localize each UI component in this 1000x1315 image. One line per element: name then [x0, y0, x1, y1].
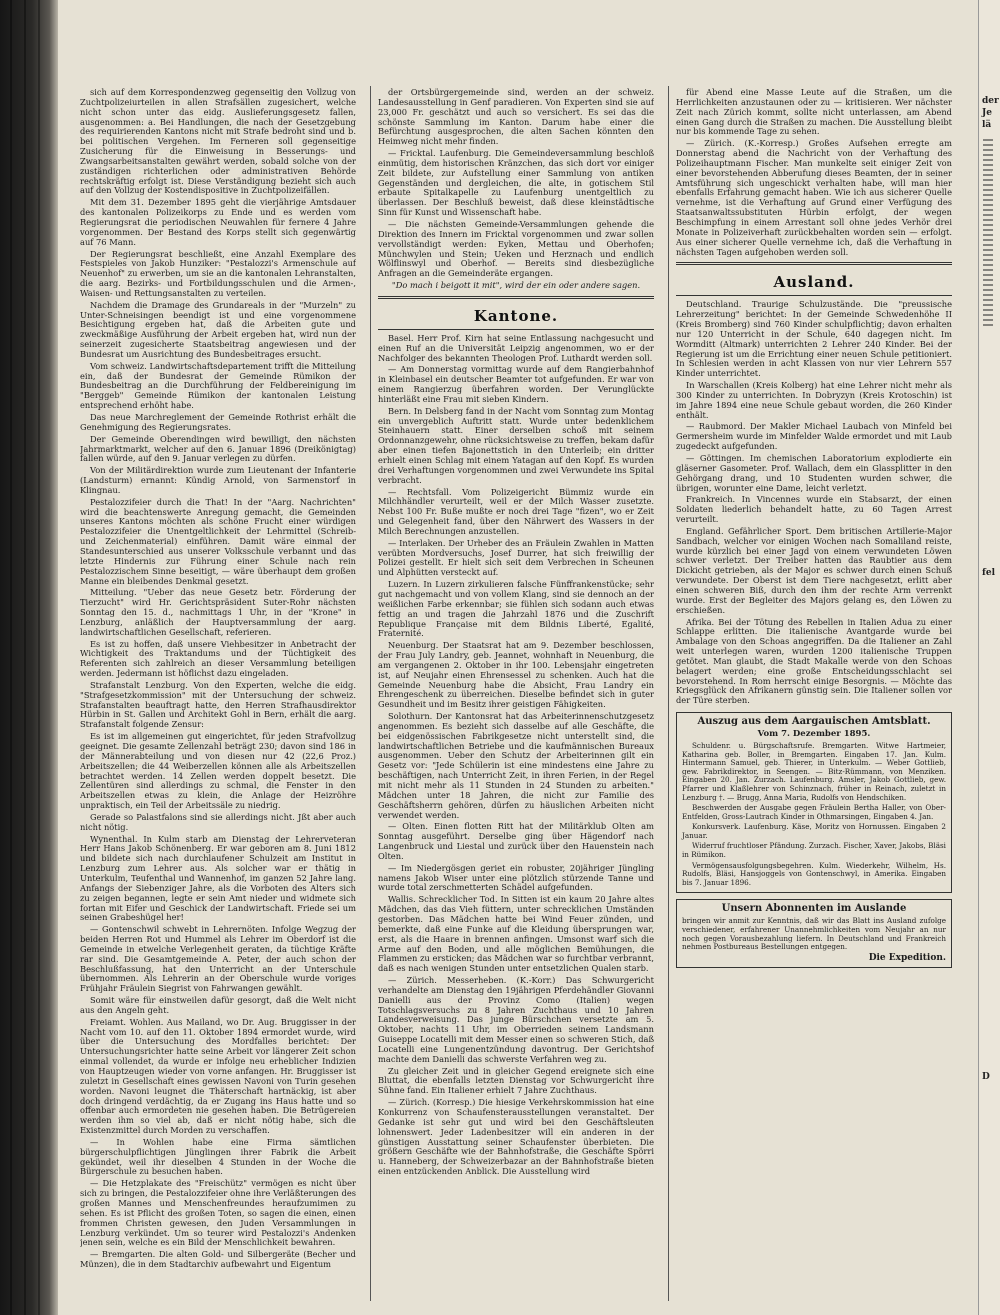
- paragraph: — In Wohlen habe eine Firma sämtlichen bürgerschulpflichtigen Jünglingen ihrer Fabrik die Arbeit gekündet, weil ihr dieselben 4 Stunden in der Woche die Bürgerschule zu besuchen haben.: [80, 1136, 356, 1177]
- paragraph: Das neue Marchreglement der Gemeinde Rothrist erhält die Genehmigung des Regierungsrates.: [80, 412, 356, 432]
- paragraph: Es ist zu hoffen, daß unsere Viehbesitzer in Anbetracht der Wichtigkeit des Traktandums und der Tüchtigkeit des Referenten sich zahlreich an dieser Versammlung beteiligen werden. Jedermann ist höflichst dazu eingeladen.: [80, 638, 356, 679]
- paragraph: — Zürich. (Korresp.) Die hiesige Verkehrskommission hat eine Konkurrenz von Schaufensterausstellungen veranstaltet. Der Gedanke ist sehr gut und wird bei den Geschäftsleuten lohnenswert. Jeder Ladenbesitzer will ein anderen in der günstigen Ausstattung seiner Schaufenster überbieten. Die größern Geschäfte wie der Bahnhofstraße, die Geschäfte Spörri u. Hanneberg, der Schweizerbazar an der Bahnhofstraße bieten einen entzückenden Anblick. Die Ausstellung wird: [378, 1097, 654, 1177]
- dialect-quote: "Do mach i beigott it mit", wird der ein oder andere sagen.: [391, 280, 641, 291]
- paragraph: Wallis. Schrecklicher Tod. In Sitten ist ein kaum 20 Jahre altes Mädchen, das das Vieh füttern, unter schrecklichen Umständen gestorben. Das Mädchen hatte bei Wind Feuer zünden, und bemerkte, daß eine Funke auf die Kleidung übersprungen war, erst, als die Haare in brennen anfingen. Umsonst warf sich die Arme auf den Boden, und alle möglichen Bemühungen, die Flammen zu ersticken; das Mädchen war so furchtbar verbrannt, daß es nach wenigen Stunden unter entsetzlichen Qualen starb.: [378, 894, 654, 974]
- section-heading-ausland: Ausland.: [773, 273, 855, 292]
- margin-ornament: [983, 136, 993, 326]
- amtsblatt-entry: Widerruf fruchtloser Pfändung. Zurzach. Fischer, Xaver, Jakobs, Bläsi in Rümikon.: [682, 841, 946, 860]
- paragraph: Vom schweiz. Landwirtschaftsdepartement trifft die Mitteilung ein, daß der Bundesrat der Gemeinde Rümikon der Bundesbeitrag an die Durchführung der Feldbereinigung im "Berggeb" Gemeinde Rümikon der kantonalen Leistung entsprechend erhöht habe.: [80, 360, 356, 411]
- notice-text: bringen wir anmit zur Kenntnis, daß wir das Blatt ins Ausland zufolge verschiedener, erfahrener Unannehmlichkeiten vom Neujahr an nur noch gegen Vorausbezahlung liefern. In Deutschland und Frankreich nehmen Postbureaus Bestellungen entgegen.: [682, 916, 946, 952]
- paragraph: Wynenthal. In Kulm starb am Dienstag der Lehrerveteran Herr Hans Jakob Schönenberg. Er war geboren am 8. Juni 1812 und bildete sich nach durchlaufener Schulzeit am Institut in Lenzburg zum Lehrer aus. Als solcher war er thätig in Unterkulm, Teufenthal und Wannenhof, im ganzen 52 Jahre lang. Anfangs der Siebenziger Jahre, als die Vorboten des Alters sich zu zeigen begannen, legte er sein Amt nieder und widmete sich fortan mit Eifer und Geschick der Landwirtschaft. Friede sei um seinen Grabeshügel her!: [80, 833, 356, 923]
- next-page-margin: [978, 0, 1000, 1315]
- margin-fragment: lä: [982, 120, 992, 130]
- paragraph: Es ist im allgemeinen gut eingerichtet, für jeden Strafvollzug geeignet. Die gesamte Zellenzahl beträgt 230; davon sind 186 in der Männerabteilung und von diesen nur 42 (22,6 Proz.) Arbeitszellen; die 44 Weiberzellen können alle als Arbeitszellen betrachtet werden. 14 Zellen werden doppelt besetzt. Die Zellentüren sind allerdings zu schmal, die Fenster in den Arbeitszellen etwas zu klein, die Anlage der Heizröhre unpraktisch, ein Teil der Arbeitssäle zu niedrig.: [80, 731, 356, 811]
- book-spine-shadow: [0, 0, 58, 1315]
- paragraph: Pestalozzifeier durch die That! In der "Aarg. Nachrichten" wird die beachtenswerte Anregung gemacht, die Gemeinden unseres Kantons möchten als schöne Frucht einer würdigen Pestalozzifeier die Unentgeltlichkeit der Lehrmittel (Schreib- und Zeichenmaterial) einführen. Damit wäre einmal der Standesunterschied aus unserer Volksschule verbannt und das letzte Hindernis zur Führung einer Schule nach rein Pestalozzischem Sinne beseitigt, — wäre überhaupt dem großen Manne ein bleibendes Denkmal gesetzt.: [80, 496, 356, 586]
- paragraph: Solothurn. Der Kantonsrat hat das Arbeiterinnenschutzgesetz angenommen. Es bezieht sich dasselbe auf alle Geschäfte, die bei eidgenössischen Fabrikgesetze nicht unterstellt sind, die landwirtschaftlichen Betriebe und die kaufmännischen Bureaux ausgenommen. Ueber den Schutz der Arbeiterinnen gilt ein Gesetz vor: "Jede Schülerin ist eine mindestens eine Jahre zu beschäftigen, nach Unterricht Zeit, in ihren Ferien, in der Regel mit nicht mehr als 11 Stunden in 24 Stunden zu arbeiten." Mädchen unter 18 Jahren, die nicht zur Familie des Geschäftsherrn gehören, dürfen zu häuslichen Arbeiten nicht verwendet werden.: [378, 711, 654, 820]
- paragraph: Der Regierungsrat beschließt, eine Anzahl Exemplare des Festspieles von Jakob Hunziker: "Pestalozzi's Armenschule auf Neuenhof" zu erwerben, um sie an die kantonalen Lehranstalten, die aarg. Bezirks- und Fortbildungsschulen und die Armen-, Waisen- und Rettungsanstalten zu verteilen.: [80, 248, 356, 298]
- paragraph: Gerade so Palastfalons sind sie allerdings nicht. Jßt aber auch nicht nötig.: [80, 811, 356, 832]
- amtsblatt-entry: Konkursverk. Laufenburg. Käse, Moritz von Hornussen. Eingaben 2 Januar.: [682, 822, 946, 840]
- section-rule: [378, 329, 654, 330]
- paragraph: — Am Donnerstag vormittag wurde auf dem Rangierbahnhof in Kleinbasel ein deutscher Beamter tot aufgefunden. Er war von einem Rangierzug überfahren worden. Der Verunglückte hinterläßt eine Frau mit sieben Kindern.: [378, 364, 654, 404]
- section-rule: [378, 296, 654, 299]
- amtsblatt-entry: Vermögensausfolgungsbegehren. Kulm. Wiederkehr, Wilhelm, Hs. Rudolfs, Bläsi, Hansjoggels von Gontenschwyl, in Amerika. Eingaben bis 7. Januar 1896.: [682, 860, 946, 887]
- paragraph: für Abend eine Masse Leute auf die Straßen, um die Herrlichkeiten anzustaunen oder zu — kritisieren. Wer nächster Zeit nach Zürich kommt, sollte nicht unterlassen, am Abend einen Gang durch die Straßen zu machen. Die Ausstellung bleibt nur bis kommende Tage zu sehen.: [676, 88, 952, 137]
- section-rule: [676, 262, 952, 265]
- paragraph: Mitteilung. "Ueber das neue Gesetz betr. Förderung der Tierzucht" wird Hr. Gerichtspräsident Suter-Rohr nächsten Sonntag den 15. d., nachmittags 1 Uhr, in der "Krone" in Lenzburg, anläßlich der Hauptversammlung der aarg. landwirtschaftlichen Gesellschaft, referieren.: [80, 587, 356, 637]
- paragraph: — Die nächsten Gemeinde-Versammlungen gehende die Direktion des Innern im Fricktal vorgenommen und zwar sollen vervollständigt werden: Eyken, Mettau und Oberhofen; Münchwylen und Stein; Ueken und Herznach und endlich Wölflinswyl und Oberhof. — Bereits sind diesbezügliche Anfragen an die Gemeinderäte ergangen.: [378, 218, 654, 279]
- paragraph: — Zürich. (K.-Korresp.) Großes Aufsehen erregte am Donnerstag abend die Nachricht von der Verhaftung des Polizeihauptmann Fischer. Man munkelte seit einiger Zeit von einer bevorstehenden Abberufung dieses Beamten, der in seiner Amtsführung sich ungeschickt verhalten habe, will man hier ebenfalls Erfahrung gemacht haben. Wie ich aus sicherer Quelle vernehme, ist die Verhaftung auf Grund einer Verfügung des Staatsanwaltssubstituten Hürbin erfolgt, der wegen Beschimpfung in einem Arrestant soll ohne jedes Verhör drei Monate in Polizeiverhaft zurückbehalten worden sein — erfolgt. Aus einer sicherer Quelle vernehme ich, daß die Verhaftung in nächsten Tagen aufgehoben werden soll.: [676, 138, 952, 257]
- amtsblatt-entry: Schuldenr. u. Bürgschaftsrufe. Bremgarten. Witwe Hartmeier, Katharina geb. Boller, in Bremgarten. Eingaben 17. Jan. Kulm. Hintermann Samuel, geb. Thierer, in Unterkulm. — Weber Gottlieb, gew. Fabrikdirektor, in Seengen. — Bitz-Rümmann, von Menziken. Eingaben 20. Jan. Zurzach. Laufenburg. Amsler, Jakob Gottlieb, gew. Pfarrer und Klaßlehrer von Schinznach, früher in Reinach, zuletzt in Lenzburg †. — Brugg, Anna Maria, Rudolfs von Hendschiken.: [682, 740, 946, 802]
- paragraph: In Warschallen (Kreis Kolberg) hat eine Lehrer nicht mehr als 300 Kinder zu unterrichten. In Dobryzyn (Kreis Krotoschin) ist im Jahre 1894 eine neue Schule gebaut worden, die 260 Kinder enthält.: [676, 380, 952, 420]
- amtsblatt-date: Vom 7. Dezember 1895.: [757, 729, 871, 740]
- paragraph: — Rechtsfall. Vom Polizeigericht Bümmiz wurde ein Milchhändler verurteilt, weil er der Milch Wasser zusetzte. Nebst 100 Fr. Buße mußte er noch drei Tage "fizen", wo er Zeit und Gelegenheit fand, über den Nährwert des Wassers in der Milch Berechnungen anzustellen.: [378, 486, 654, 536]
- paragraph: Frankreich. In Vincennes wurde ein Stabsarzt, der einen Soldaten liederlich behandelt hatte, zu 60 Tagen Arrest verurteilt.: [676, 494, 952, 525]
- paragraph: — Göttingen. Im chemischen Laboratorium explodierte ein gläserner Gasometer. Prof. Wallach, dem ein Glassplitter in den Gehörgang drang, und 10 Studenten wurden schwer, die übrigen, worunter eine Dame, leicht verletzt.: [676, 453, 952, 493]
- paragraph: sich auf dem Korrespondenzweg gegenseitig den Vollzug von Zuchtpolizeiurteilen in allen Strafsällen zugesichert, welche nicht schon unter das eidg. Auslieferungsgesetz fallen, ausgenommen: a. Bei Handlungen, die nach der Gesetzgebung des requirierenden Kantons nicht mit Strafe bedroht sind und b. bei politischen Vergehen. Im Ferneren soll gegenseitige Zusicherung für die Einweisung in Besserungs- und Zwangsarbeitsanstalten gewährt werden, sobald solche von der zuständigen richterlichen oder administrativen Behörde rechtskräftig erfolgt ist. Diese Verständigung bezieht sich auch auf den Vollzug der Kostendispositive in Zuchtpolizeifällen.: [80, 88, 356, 196]
- paragraph: — Gontenschwil schwebt in Lehrernöten. Infolge Wegzug der beiden Herren Rot und Hummel als Lehrer im Oberdorf ist die Gemeinde in etwelche Verlegenheit geraten, da tüchtige Kräfte rar sind. Die Gesamtgemeinde A. Peter, der auch schon der Beschlußfassung, hat den Unterricht an der Unterschule übernommen. Als Lehrerin an der Oberschule wurde voriges Frühjahr Fräulein Siegrist von Fahrwangen gewählt.: [80, 924, 356, 994]
- paragraph: Zu gleicher Zeit und in gleicher Gegend ereignete sich eine Bluttat, die ebenfalls letzten Dienstag vor Schwurgericht ihre Sühne fand. Ein Italiener erhielt 7 Jahre Zuchthaus.: [378, 1065, 654, 1096]
- amtsblatt-entry: Beschwerden der Ausgabe gegen Fräulein Bertha Haller, von Ober-Entfelden, Gross-Lautrach Kinder in Othmarsingen, Eingaben 4. Jan.: [682, 803, 946, 821]
- paragraph: Bern. In Delsberg fand in der Nacht vom Sonntag zum Montag ein unvergeblich Auftritt statt. Wurde unter bedenklichem Steinhauern statt. Einer derselben schoß mit seinem Ordonnanzgewehr, ohne rücksichtsweise zu treffen, bekam dafür aber einen tiefen Bajonettstich in den Unterleib; ein dritter erhielt einen Schlag mit einem Yatagan auf den Kopf. Es wurden drei Verhaftungen vorgenommen und zwei Verwundete ins Spital verbracht.: [378, 405, 654, 485]
- paragraph: Nachdem die Dramage des Grundareals in der "Murzeln" zu Unter-Schneisingen beendigt ist und eine vorgenommene Besichtigung ergeben hat, daß die Arbeiten gute und zweckmäßige Ausführung der Arbeit ergeben hat, wird nun der seinerzeit zugesicherte Staatsbeitrag angewiesen und der Bundesrat um Ausrichtung des Bundesbeitrages ersucht.: [80, 299, 356, 359]
- notice-title: Unsern Abonnenten im Auslande: [721, 903, 907, 915]
- paragraph: England. Gefährlicher Sport. Dem britischen Artillerie-Major Sandbach, welcher vor einigen Wochen nach Somaliland reiste, wurde kürzlich bei einer Jagd von einem verwundeten Löwen schwer verletzt. Der Treiber hatten das Raubtier aus dem Dickicht getrieben, als der Major es schwer durch einen Schuß verwundete. Der Oberst ist dem Tiere nachgesetzt, erlitt aber einen schweren Biß, durch den ihm der rechte Arm verrenkt wurde. Erst der Begleiter des Majors gelang es, den Löwen zu erschießen.: [676, 525, 952, 615]
- paragraph: Somit wäre für einstweilen dafür gesorgt, daß die Welt nicht aus den Angeln geht.: [80, 995, 356, 1015]
- paragraph: Mit dem 31. Dezember 1895 geht die vierjährige Amtsdauer des kantonalen Polizeikorps zu Ende und es werden vom Regierungsrat die periodischen Neuwahlen für fernere 4 Jahre vorgenommen. Der Bestand des Korps stellt sich gegenwärtig auf 76 Mann.: [80, 197, 356, 247]
- paragraph: Afrika. Bei der Tötung des Rebellen in Italien Adua zu einer Schlappe erlitten. Die italienische Avantgarde wurde bei Ambalage von den Schoas angegriffen. Da die Italiener an Zahl weit unterlegen waren, wurden 1200 italienische Truppen getötet. Man glaubt, die Stadt Makalle werde von den Schoas belagert werden; eine große Entscheidungsschlacht sei bevorstehend. In Rom herrscht einige Besorgnis. — Möchte das Kriegsglück den Afrikanern günstig sein. Die Italiener sollen vor der Türe sterben.: [676, 616, 952, 706]
- paragraph: — Raubmord. Der Makler Michael Laubach von Minfeld bei Germersheim wurde im Minfelder Walde ermordet und mit Laub zugedeckt aufgefunden.: [676, 421, 952, 452]
- paragraph: — Olten. Einen flotten Ritt hat der Militärklub Olten am Sonntag ausgeführt. Derselbe ging über Hägendorf nach Langenbruck und Liestal und zurück über den Hauenstein nach Olten.: [378, 821, 654, 861]
- paragraph: Strafanstalt Lenzburg. Von den Experten, welche die eidg. "Strafgesetzkommission" mit der Untersuchung der schweiz. Strafanstalten beauftragt hatte, den Herren Strafhausdirektor Hürbin in St. Gallen und Architekt Gohl in Bern, erhält die aarg. Strafanstalt folgende Zensur:: [80, 679, 356, 730]
- section-rule: [676, 295, 952, 296]
- notice-signature: Die Expedition.: [868, 952, 946, 963]
- paragraph: Der Gemeinde Oberendingen wird bewilligt, den nächsten Jahrmarktmarkt, welcher auf den 6. Januar 1896 (Dreikönigtag) fallen würde, auf den 9. Januar verlegen zu dürfen.: [80, 433, 356, 464]
- paragraph: — Interlaken. Der Urheber des an Fräulein Zwahlen in Matten verübten Mordversuchs, Josef Durrer, hat sich freiwillig der Polizei gestellt. Er hielt sich seit dem Verbrechen in Scheunen und Alphütten versteckt auf.: [378, 537, 654, 578]
- paragraph: Freiamt. Wohlen. Aus Mailand, wo Dr. Aug. Bruggisser in der Nacht vom 10. auf den 11. Oktober 1894 ermordet wurde, wird über die Untersuchung des Mordfalles berichtet: Der Untersuchungsrichter hatte seine Arbeit vor längerer Zeit schon einmal vollendet, da wurde er infolge neu erheblicher Indizien von Hauptzeugen wieder von vorne anfangen. Hr. Bruggisser ist zuletzt in Gesellschaft eines gewissen Navoni von Turin gesehen worden. Navoni leugnet die Thäterschaft hartnäckig, ist aber doch dringend verdächtig, da er Zugang ins Haus hatte und so offenbar auch ermordeten nie gesehen haben. Die Betrügereien werden ihm so viel ab, daß er nicht nötig habe, sich die Existenzmittel durch Morden zu verschaffen.: [80, 1016, 356, 1136]
- notice-box: [676, 899, 952, 967]
- paragraph: der Ortsbürgergemeinde sind, werden an der schweiz. Landesausstellung in Genf paradieren. Von Experten sind sie auf 23,000 Fr. geschätzt und auch so versichert. Es sei das die schönste Sammlung im Kanton. Darum habe einer die Befürchtung ausgesprochen, die alten Sachen könnten den Heimweg nicht mehr finden.: [378, 88, 654, 147]
- column-2: [378, 88, 654, 1298]
- amtsblatt-box: [676, 712, 952, 893]
- column-rule: [370, 86, 371, 1301]
- paragraph: — Bremgarten. Die alten Gold- und Silbergeräte (Becher und Münzen), die in dem Stadtarchiv aufbewahrt und Eigentum: [80, 1249, 356, 1270]
- amtsblatt-title: Auszug aus dem Aargauischen Amtsblatt.: [697, 716, 931, 728]
- paragraph: Luzern. In Luzern zirkulieren falsche Fünffrankenstücke; sehr gut nachgemacht und von vollem Klang, sind sie dennoch an der weißlichen Farbe erkennbar; sie fühlen sich sodann auch etwas fettig an und tragen die Jahrzahl 1876 und die Zuschrift Republique Française mit dem Bildnis Liberté, Egalité, Fraternité.: [378, 579, 654, 639]
- paragraph: — Die Hetzplakate des "Freischütz" vermögen es nicht über sich zu bringen, die Pestalozzifeier ohne ihre Verläßterungen des großen Mannes und Menschenfreundes heraufzumimen zu sehen. Es ist Pflicht des großen Toten, so sagen die einen, einen frommen Christen gewesen, den Juden Versammlungen in Lenzburg verkündet. Um so teurer wird Pestalozzi's Andenken jenen sein, welche es ein Bild der Menschlichkeit bewahren.: [80, 1178, 356, 1248]
- margin-fragment: Je: [982, 108, 992, 118]
- margin-fragment: der: [982, 96, 999, 106]
- margin-fragment: fel: [982, 568, 996, 578]
- paragraph: Neuenburg. Der Staatsrat hat am 9. Dezember beschlossen, der Frau July Landry, geb. Jeannet, wohnhaft in Neuenburg, die am vergangenen 2. Oktober in ihr 100. Lebensjahr eingetreten ist, auf Neujahr einen Ehrensessel zu schenken. Auch hat die Gemeinde Neuenburg habe die Absicht, Frau Landry ein Ehrengeschenk zu überreichen. Dieselbe befindet sich in guter Gesundheit und im Besitz ihrer geistigen Fähigkeiten.: [378, 640, 654, 710]
- column-rule: [668, 86, 669, 1301]
- column-1: [80, 88, 356, 1298]
- paragraph: Deutschland. Traurige Schulzustände. Die "preussische Lehrerzeitung" berichtet: In der Gemeinde Schwedenhöhe II (Kreis Bromberg) sind 760 Kinder schulpflichtig; davon erhalten nur 120 Unterricht in der Schule, 640 dagegen nicht. Im Wormditt (Altmark) unterrichten 2 Lehrer 240 Kinder. Bei der Regierung ist um die Errichtung einer neuen Schule petitioniert. In Schlesien werden in acht Klassen von nur vier Lehrern 557 Kinder unterrichtet.: [676, 299, 952, 379]
- column-3: [676, 88, 952, 1298]
- paragraph: — Zürich. Messerheben. (K.-Korr.) Das Schwurgericht verhandelte am Dienstag den 19jährigen Pferdehändler Giovanni Danielli aus der Provinz Como (Italien) wegen Totschlagsversuchs zu 8 Jahren Zuchthaus und 10 Jahren Landesverweisung. Das junge Bürschchen versetzte am 5. Oktober, nachts 11 Uhr, im Oberrieden seinem Landsmann Guiseppe Locatelli mit dem Messer einen so schweren Stich, daß Locatelli eine Lungenentzündung davontrug. Der Gerichtshof machte dem Danielli das schwerste Verfahren weg zu.: [378, 975, 654, 1064]
- paragraph: — Fricktal. Laufenburg. Die Gemeindeversammlung beschloß einmütig, dem historischen Kränzchen, das sich dort vor einiger Zeit bildete, zur Aufstellung einer Sammlung von antiken Gegenständen und dergleichen, die alte, in gotischem Stil erbaute Spitalkapelle zu Laufenburg unentgeltlich zu überlassen. Der Beschluß beweist, daß diese kleinstädtische Sinn für Kunst und Wissenschaft habe.: [378, 148, 654, 218]
- paragraph: — Im Niedergösgen geriet ein robuster, 20jähriger Jüngling namens Jakob Wiser unter eine plötzlich stürzende Tanne und wurde total zerschmetterten Schädel aufgefunden.: [378, 862, 654, 893]
- paragraph: Von der Militärdirektion wurde zum Lieutenant der Infanterie (Landsturm) ernannt: Kündig Arnold, von Sarmenstorf in Klingnau.: [80, 465, 356, 495]
- paragraph: Basel. Herr Prof. Kirn hat seine Entlassung nachgesucht und einen Ruf an die Universität Leipzig angenommen, wo er der Nachfolger des bekannten Theologen Prof. Luthardt werden soll.: [378, 332, 654, 363]
- margin-fragment: D: [982, 1072, 990, 1082]
- section-heading-kantone: Kantone.: [473, 306, 559, 325]
